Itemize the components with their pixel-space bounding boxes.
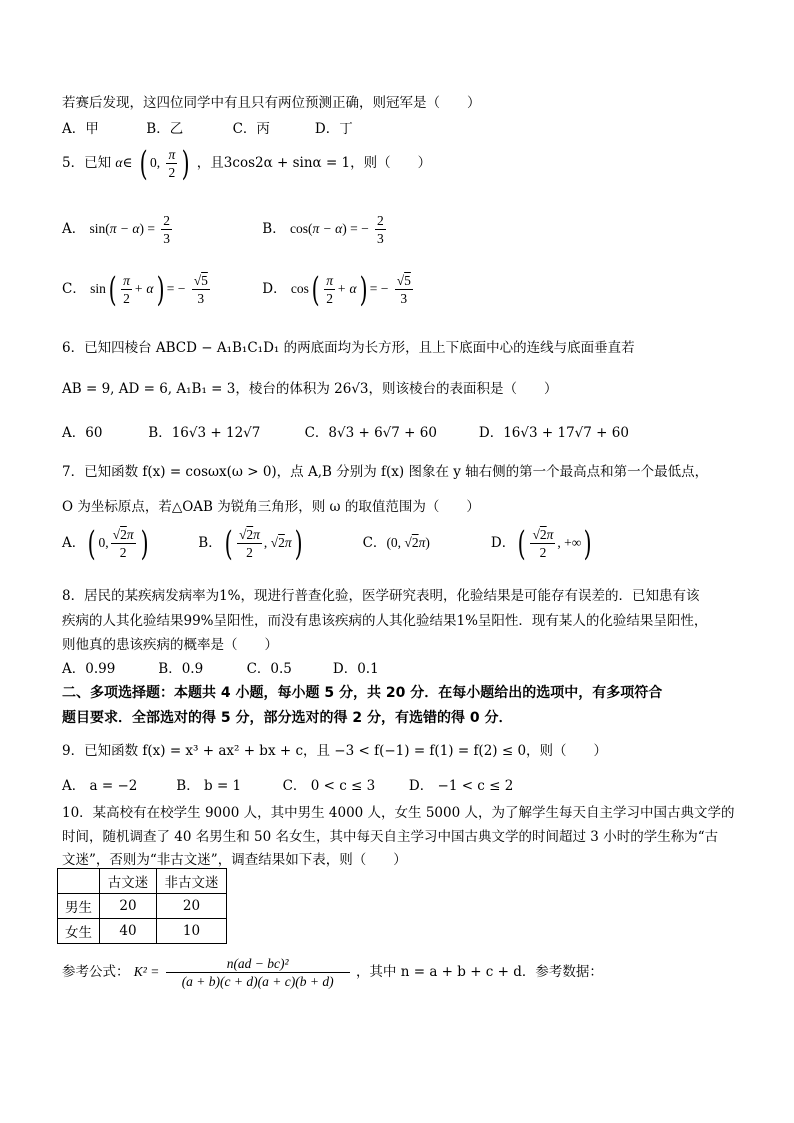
q7-option-b[interactable]: B．( $\frac{√2\pi}{2}$ , √2π) (198, 523, 303, 564)
q5-number: 5．已知 (62, 155, 112, 171)
q7-option-a-label: A． (62, 535, 86, 551)
q6-stem-line2: AB = 9, AD = 6, A₁B₁ = 3，棱台的体积为 26√3，则该棱台的表面积是（ ） (62, 381, 558, 397)
q5-option-a-label: A． (62, 221, 86, 237)
q4-option-d[interactable]: D．丁 (314, 121, 353, 137)
ref-tail: ，其中 n = a + b + c + d．参考数据： (355, 964, 603, 980)
q8-option-c[interactable]: C．0.5 (246, 661, 292, 677)
q7-stem-line1: 7．已知函数 f(x) = cosωx(ω > 0)，点 A,B 分别为 f(x) 图象在 y 轴右侧的第一个最高点和第一个最低点， (62, 464, 709, 480)
q7-option-c-label: C． (362, 535, 387, 551)
q10-survey-table (57, 868, 227, 944)
table-cell: 40 (100, 919, 157, 944)
q5-condition: ，且3cos2α + sinα = 1，则（ ） (196, 155, 432, 171)
q5-options-row1 (62, 212, 388, 247)
q7-option-c[interactable]: C．(0, √2π) (362, 535, 430, 551)
table-header-cell (58, 869, 100, 894)
q9-options (62, 774, 513, 794)
formula-numerator: n(ad − bc)² (166, 955, 350, 973)
q5-option-c-label: C． (62, 281, 86, 297)
q5-options-row2 (62, 269, 415, 310)
q7-option-d-label: D． (490, 535, 516, 551)
q8-option-a[interactable]: A．0.99 (62, 661, 116, 677)
q5-option-a[interactable]: A． sin(π − α) = $\frac{2}{3}$ (62, 213, 171, 246)
formula-lhs: K² = (133, 964, 160, 979)
table-row (58, 894, 227, 919)
q5-pi-over-2: $\frac{\pi}{2}$ (168, 147, 176, 180)
q7-options (62, 523, 595, 564)
q6-option-c[interactable]: C．8√3 + 6√7 + 60 (304, 425, 437, 441)
table-cell: 女生 (58, 919, 100, 944)
table-cell: 10 (157, 919, 227, 944)
section2-heading-line2: 题目要求．全部选对的得 5 分，部分选对的得 2 分，有选错的得 0 分． (62, 710, 513, 726)
q7-option-b-label: B． (198, 535, 222, 551)
table-row (58, 919, 227, 944)
table-cell: 20 (157, 894, 227, 919)
q6-option-a[interactable]: A．60 (62, 425, 103, 441)
q6-options (62, 421, 629, 441)
q8-option-d[interactable]: D．0.1 (332, 661, 379, 677)
table-header-row (58, 869, 227, 894)
q4-continuation: 若赛后发现，这四位同学中有且只有两位预测正确，则冠军是（ ） (62, 95, 481, 111)
section2-heading-line1: 二、多项选择题：本题共 4 小题，每小题 5 分，共 20 分．在每小题给出的选项中，有多项符合 (62, 685, 663, 701)
q8-options (62, 657, 379, 677)
q4-option-c[interactable]: C．丙 (232, 121, 270, 137)
q9-option-a[interactable]: A． a = −2 (62, 778, 138, 794)
q8-option-b[interactable]: B．0.9 (158, 661, 204, 677)
ref-label: 参考公式： (62, 964, 130, 980)
table-header-cell: 非古文迷 (157, 869, 227, 894)
q5-right-paren: ) (181, 143, 190, 184)
q5-stem (62, 143, 432, 184)
q5-alpha-in: α∈ (115, 155, 133, 170)
q10-stem-line3: 文迷”，否则为“非古文迷”，调查结果如下表，则（ ） (62, 852, 407, 868)
formula-fraction (166, 955, 350, 990)
q10-stem-line1: 10．某高校有在校学生 9000 人，其中男生 4000 人，女生 5000 人，为了解学生每天自主学习中国古典文学的 (62, 805, 735, 821)
q9-option-b[interactable]: B． b = 1 (176, 778, 242, 794)
q5-option-d[interactable]: D． cos( $\frac{\pi}{2}$ + α) = − $\frac{√5}{3}$ (262, 269, 411, 310)
q7-option-a[interactable]: A．( 0, $\frac{√2\pi}{2}$ ) (62, 523, 149, 564)
q6-option-b[interactable]: B．16√3 + 12√7 (148, 425, 261, 441)
q4-option-b[interactable]: B．乙 (146, 121, 184, 137)
q5-left-paren: ( (139, 143, 148, 184)
q10-stem-line2: 时间，随机调查了 40 名男生和 50 名女生，其中每天自主学习中国古典文学的时间超过 3 小时的学生称为“古 (62, 829, 719, 845)
q5-option-b[interactable]: B． cos(π − α) = − $\frac{2}{3}$ (262, 213, 384, 246)
q6-option-d[interactable]: D．16√3 + 17√7 + 60 (478, 425, 629, 441)
q4-options (62, 117, 353, 137)
q6-stem-line1: 6．已知四棱台 ABCD − A₁B₁C₁D₁ 的两底面均为长方形，且上下底面中心的连线与底面垂直若 (62, 340, 635, 356)
q8-stem-line1: 8．居民的某疾病发病率为1%，现进行普查化验，医学研究表明，化验结果是可能存有误差的．已知患有该 (62, 588, 700, 604)
q9-option-c[interactable]: C． 0 < c ≤ 3 (282, 778, 376, 794)
q9-option-d[interactable]: D． −1 < c ≤ 2 (408, 778, 514, 794)
q8-stem-line3: 则他真的患该疾病的概率是（ ） (62, 637, 278, 653)
q10-reference-formula (62, 955, 603, 990)
q5-option-c[interactable]: C． sin( $\frac{\pi}{2}$ + α) = − $\frac{√5}{3}$ (62, 269, 208, 310)
formula-denominator: (a + b)(c + d)(a + c)(b + d) (181, 974, 334, 989)
table-cell: 20 (100, 894, 157, 919)
q9-stem: 9．已知函数 f(x) = x³ + ax² + bx + c，且 −3 < f(−1) = f(1) = f(2) ≤ 0，则（ ） (62, 743, 608, 759)
q7-stem-line2: O 为坐标原点，若△OAB 为锐角三角形，则 ω 的取值范围为（ ） (62, 499, 480, 515)
table-header-cell: 古文迷 (100, 869, 157, 894)
q5-option-d-label: D． (262, 281, 287, 297)
q5-zero: 0, (150, 155, 161, 170)
table-cell: 男生 (58, 894, 100, 919)
q7-option-d[interactable]: D．( $\frac{√2\pi}{2}$ , +∞) (490, 523, 593, 564)
q8-stem-line2: 疾病的人其化验结果99%呈阳性，而没有患该疾病的人其化验结果1%呈阳性．现有某人的化验结果呈阳性， (62, 613, 708, 629)
q5-option-b-label: B． (262, 221, 286, 237)
q4-option-a[interactable]: A．甲 (62, 121, 99, 137)
